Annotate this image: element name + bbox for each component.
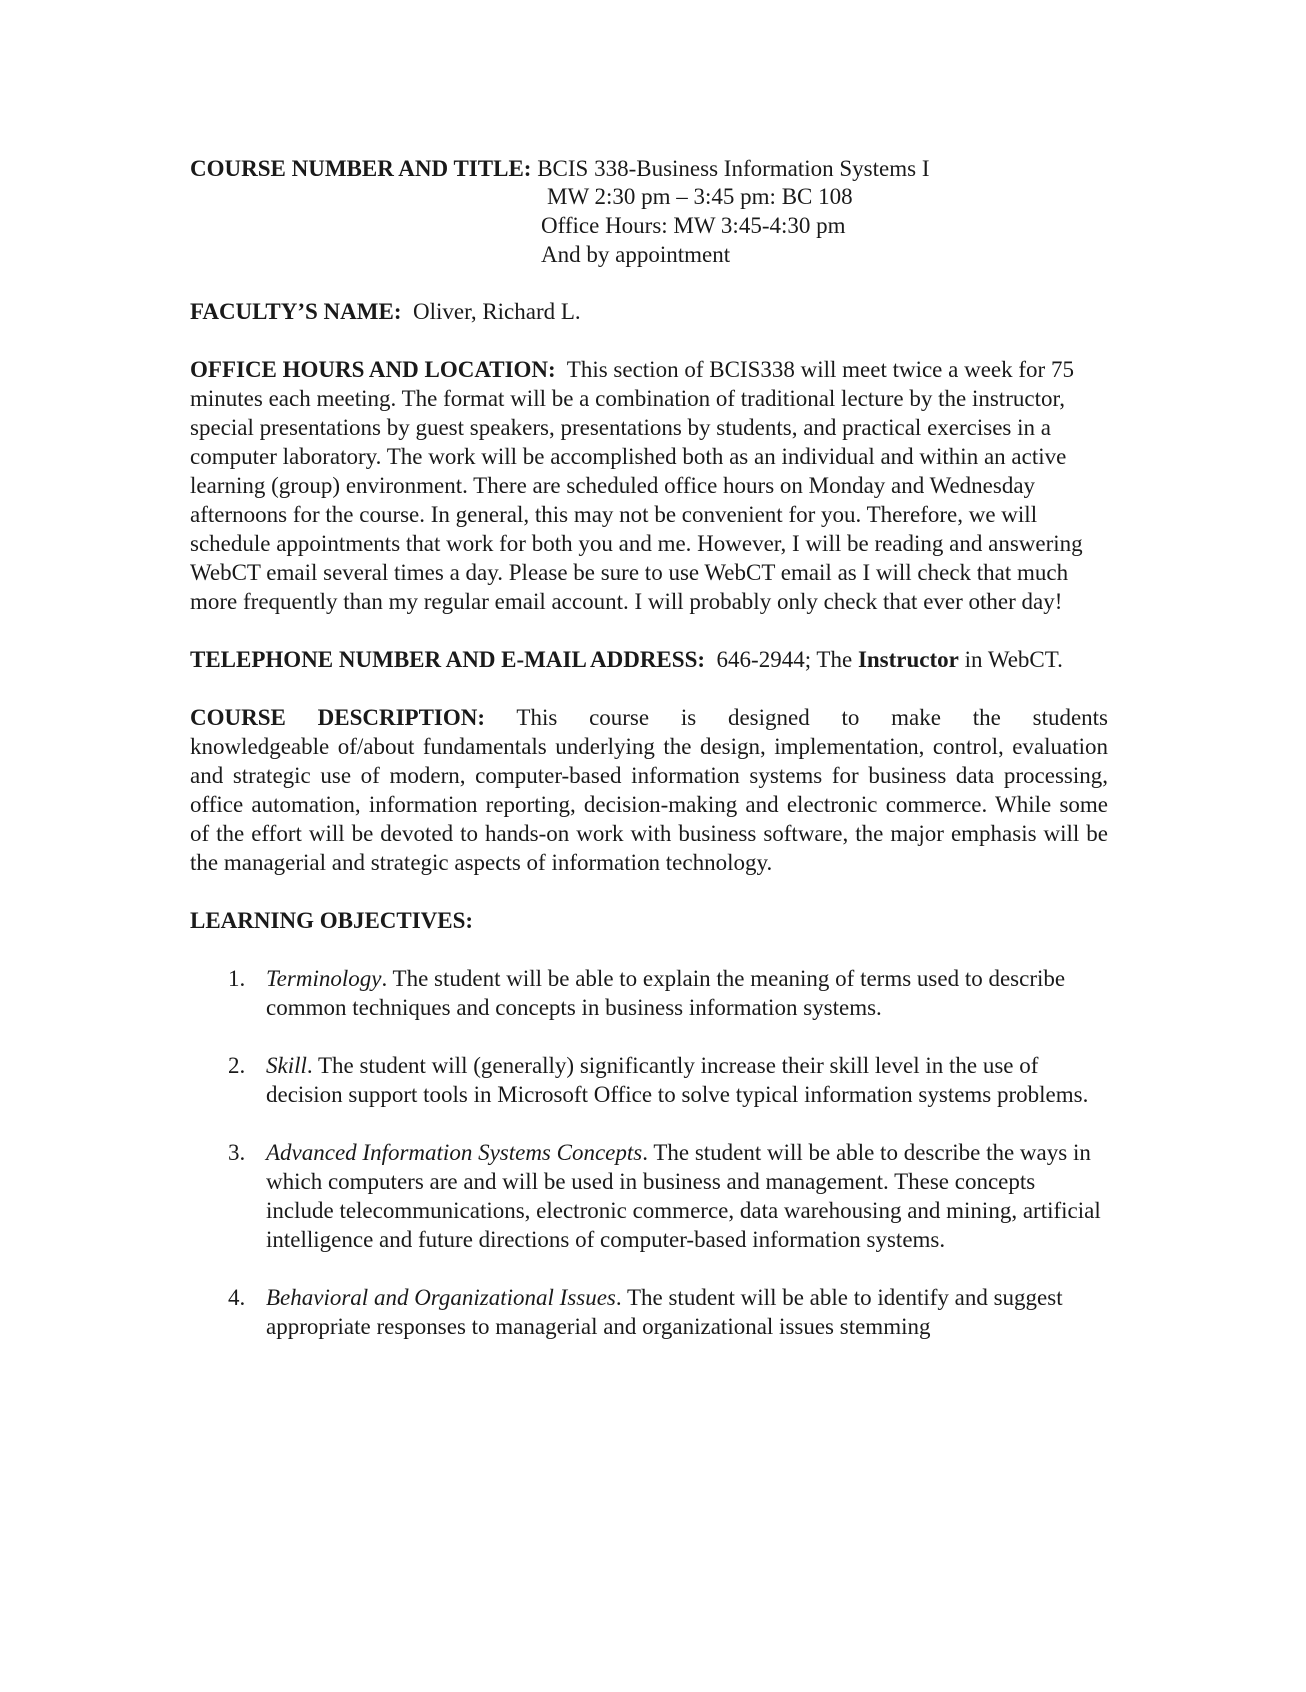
learning-objectives-list: [190, 964, 1108, 1341]
list-item: [190, 1051, 1108, 1109]
objective-title: Behavioral and Organizational Issues: [266, 1285, 616, 1310]
course-office-hours: Office Hours: MW 3:45-4:30 pm: [541, 213, 846, 238]
faculty-name: [190, 297, 1108, 326]
objective-title: Advanced Information Systems Concepts: [266, 1140, 643, 1165]
description-label: COURSE DESCRIPTION:: [190, 705, 486, 730]
contact-label: TELEPHONE NUMBER AND E-MAIL ADDRESS:: [190, 647, 706, 672]
course-appointment: And by appointment: [541, 242, 731, 267]
objective-title: Terminology: [266, 966, 382, 991]
course-description: [190, 703, 1108, 877]
objective-text: . The student will be able to explain the meaning of terms used to describe common techniques and concepts in business information systems.: [266, 966, 1066, 1020]
objective-number: 1.: [228, 966, 246, 991]
telephone-and-email: [190, 645, 1108, 674]
contact-phone: 646-2944; The: [716, 647, 853, 672]
objective-number: 4.: [228, 1285, 246, 1310]
course-label: COURSE NUMBER AND TITLE:: [190, 156, 532, 181]
list-item: [190, 1138, 1108, 1254]
objective-number: 3.: [228, 1140, 246, 1165]
course-number-and-title: [190, 154, 1108, 270]
office-text: This section of BCIS338 will meet twice a week for 75 minutes each meeting. The format will be a combination of traditional lecture by the instructor, special presentations by guest speakers, presentations by students, and practical exercises in a computer laboratory. The work will be accomplished both as an individual and within an active learning (group) environment. There are scheduled office hours on Monday and Wednesday afternoons for the course. In general, this may not be convenient for you. Therefore, we will schedule appointments that work for both you and me. However, I will be reading and answering WebCT email several times a day. Please be sure to use WebCT email as I will check that much more frequently than my regular email account. I will probably only check that ever other day!: [190, 357, 1083, 614]
objective-text: . The student will be able to describe the ways in which computers are and will be used in business and management. These concepts include telecommunications, electronic commerce, data warehousing and mining, artificial intelligence and future directions of computer-based information systems.: [266, 1140, 1101, 1252]
objective-text: . The student will be able to identify and suggest appropriate responses to managerial and organizational issues stemming: [266, 1285, 1063, 1339]
course-schedule: MW 2:30 pm – 3:45 pm: BC 108: [547, 184, 853, 209]
list-item: [190, 964, 1108, 1022]
contact-instructor: Instructor: [857, 647, 959, 672]
objective-number: 2.: [228, 1053, 246, 1078]
office-hours-and-location: [190, 355, 1108, 616]
description-text: knowledgeable of/about fundamentals underlying the design, implementation, control, evaluation and strategic use of modern, computer-based information systems for business data processing, office automation, information reporting, decision-making and electronic commerce. While some of the effort will be devoted to hands-on work with business software, the major emphasis will be the managerial and strategic aspects of information technology.: [190, 734, 1108, 875]
objective-title: Skill: [266, 1053, 307, 1078]
objective-text: . The student will (generally) significantly increase their skill level in the use of decision support tools in Microsoft Office to solve typical information systems problems.: [266, 1053, 1089, 1107]
description-first-line-text: This course is designed to make the students: [516, 705, 1109, 730]
contact-suffix: in WebCT.: [964, 647, 1063, 672]
learning-objectives-heading: LEARNING OBJECTIVES:: [190, 908, 474, 933]
course-title: BCIS 338-Business Information Systems I: [537, 156, 930, 181]
description-first-line: [190, 703, 1108, 732]
list-item: [190, 1283, 1108, 1341]
office-label: OFFICE HOURS AND LOCATION:: [190, 357, 556, 382]
faculty-value: Oliver, Richard L.: [412, 299, 581, 324]
syllabus-page: [190, 154, 1108, 1370]
faculty-label: FACULTY’S NAME:: [190, 299, 402, 324]
